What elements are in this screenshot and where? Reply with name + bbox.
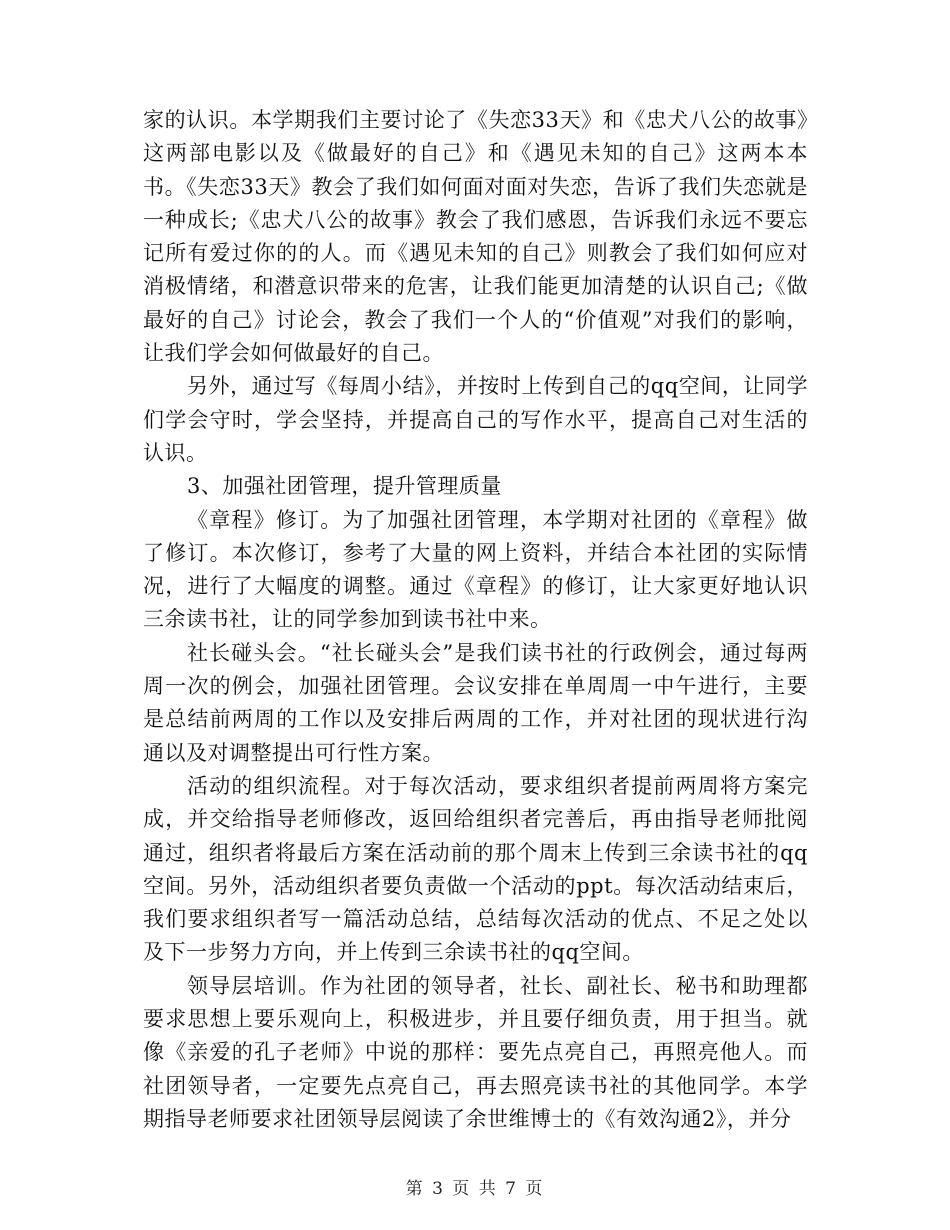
document-body [143, 104, 808, 1136]
paragraph: 领导层培训。作为社团的领导者，社长、副社长、秘书和助理都要求思想上要乐观向上，积极进步，并且要仔细负责，用于担当。就像《亲爱的孔子老师》中说的那样：要先点亮自己，再照亮他人。而社团领导者，一定要先点亮自己，再去照亮读书社的其他同学。本学期指导老师要求社团领导层阅读了余世维博士的《有效沟通2》，并分 [143, 973, 808, 1131]
paragraph: 《章程》修订。为了加强社团管理，本学期对社团的《章程》做了修订。本次修订，参考了大量的网上资料，并结合本社团的实际情况，进行了大幅度的调整。通过《章程》的修订，让大家更好地认识三余读书社，让的同学参加到读书社中来。 [143, 507, 808, 632]
paragraph: 另外，通过写《每周小结》，并按时上传到自己的qq空间，让同学们学会守时，学会坚持，并提高自己的写作水平，提高自己对生活的认识。 [143, 374, 808, 465]
paragraph: 家的认识。本学期我们主要讨论了《失恋33天》和《忠犬八公的故事》这两部电影以及《做最好的自己》和《遇见未知的自己》这两本本书。《失恋33天》教会了我们如何面对面对失恋，告诉了我们失恋就是一种成长;《忠犬八公的故事》教会了我们感恩，告诉我们永远不要忘记所有爱过你的的人。而《遇见未知的自己》则教会了我们如何应对消极情绪，和潜意识带来的危害，让我们能更加清楚的认识自己;《做最好的自己》讨论会，教会了我们一个人的“价值观”对我们的影响，让我们学会如何做最好的自己。 [143, 108, 808, 366]
section-heading: 3、加强社团管理，提升管理质量 [187, 474, 502, 499]
page-number-footer: 第 3 页 共 7 页 [405, 1179, 545, 1199]
paragraph: 活动的组织流程。对于每次活动，要求组织者提前两周将方案完成，并交给指导老师修改，返回给组织者完善后，再由指导老师批阅通过，组织者将最后方案在活动前的那个周末上传到三余读书社的qq空间。另外，活动组织者要负责做一个活动的ppt。每次活动结束后，我们要求组织者写一篇活动总结，总结每次活动的优点、不足之处以及下一步努力方向，并上传到三余读书社的qq空间。 [143, 773, 808, 965]
paragraph: 社长碰头会。“社长碰头会”是我们读书社的行政例会，通过每两周一次的例会，加强社团管理。会议安排在单周周一中午进行，主要是总结前两周的工作以及安排后两周的工作，并对社团的现状进行沟通以及对调整提出可行性方案。 [143, 640, 808, 765]
